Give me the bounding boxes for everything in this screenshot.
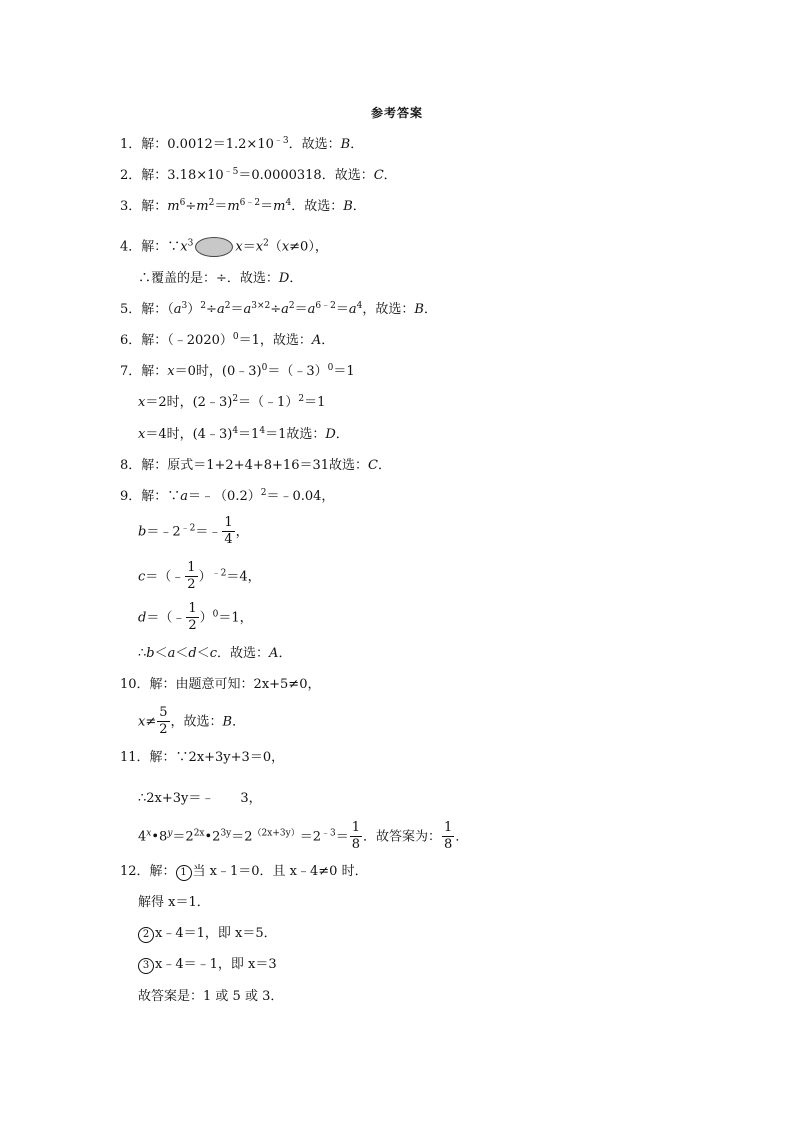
fraction (185, 561, 197, 593)
answer-9-b (138, 516, 249, 548)
numerator: 1 (222, 516, 234, 532)
exponent: ﹣2 (180, 523, 196, 534)
answer-9-tail: ．故选： (217, 646, 270, 661)
exponent: 3 (187, 238, 194, 249)
answer-3: 3．解：$m^6\div m^2=m^{6﹣2}=m^4$．故选：B． (120, 198, 366, 214)
operator: ＜ (196, 646, 210, 661)
condition-text: ≠0）， (289, 239, 328, 255)
answer-9-conclusion: ∴b＜a＜d＜c．故选：A． (138, 646, 292, 661)
exponent: 6﹣2 (239, 198, 261, 208)
exponent: 0 (261, 363, 268, 373)
answer-7 (120, 365, 355, 378)
variable: x (235, 239, 243, 255)
expression: ＝（﹣ (145, 569, 185, 585)
variable: m (227, 199, 240, 214)
paren: ） (198, 569, 212, 585)
expression: ＝2 (172, 829, 194, 845)
operator: ＝ (294, 302, 308, 317)
operator: ÷ (185, 199, 197, 214)
exponent: 4 (285, 198, 292, 208)
variable: d (188, 646, 197, 661)
variable: a (348, 302, 357, 317)
answer-12-solve (138, 896, 210, 909)
answer-9 (120, 490, 334, 503)
exponent: 2 (232, 394, 239, 404)
variable: d (138, 610, 147, 626)
answer-choice: A (269, 646, 279, 661)
denominator: 2 (187, 577, 196, 593)
exponent: 4 (259, 426, 266, 436)
variable: x (138, 395, 146, 410)
therefore-symbol: ∴ (138, 646, 147, 661)
variable: a (307, 302, 316, 317)
answer-2-tail: ＝0.0000318．故选： (238, 168, 374, 183)
paren: ） (187, 302, 201, 317)
operator: ＜ (175, 646, 189, 661)
operator: ÷ (270, 302, 282, 317)
expression: ＝﹣0.04， (266, 489, 335, 504)
exponent: （2x+3y） (252, 828, 300, 839)
variable: x (180, 239, 188, 255)
answer-9-c (138, 561, 261, 593)
answer-12-conclusion (138, 990, 283, 1003)
numerator: 1 (185, 561, 197, 577)
exponent: 2 (263, 238, 269, 249)
expression: •2 (204, 829, 221, 845)
fraction (157, 706, 169, 738)
answer-4-conclusion: ∴覆盖的是：÷．故选：D． (138, 271, 303, 286)
answer-10-tail: ，故选： (170, 714, 223, 730)
answer-choice: B (340, 137, 351, 152)
circled-number: 3 (138, 958, 154, 974)
answer-4-label: 4．解：∵ (120, 239, 181, 255)
variable: a (180, 489, 189, 504)
condition-open: （ (268, 239, 282, 255)
answer-1: 1．解：$0.0012=1.2\times 10^{﹣3}$．故选：B． (120, 136, 364, 152)
variable: c (138, 569, 146, 585)
answer-8-text: 8．解：原式＝1+2+4+8+16＝31故选： (120, 458, 369, 473)
answer-11-text: 11．解：∵2x+3y+3＝0， (120, 750, 285, 765)
punctuation: ， (235, 524, 249, 540)
operator: ＝ (335, 302, 349, 317)
operator: ＝ (242, 239, 256, 255)
answer-11-result (138, 821, 468, 853)
answer-8: 8．解：原式＝1+2+4+8+16＝31故选：C． (120, 458, 391, 473)
fraction (222, 516, 234, 548)
answer-choice: C (368, 458, 378, 473)
exponent: 3y (220, 828, 232, 839)
exponent: 2 (200, 301, 207, 311)
case-text: ＝4时，(4﹣3) (145, 427, 233, 442)
answer-11-step-text: ∴2x+3y＝﹣ 3， (138, 791, 262, 806)
answer-7-case-3: x＝4时，$(4﹣3)^4=1^4=1$故选：D． (138, 426, 349, 442)
exponent: y (167, 828, 173, 839)
exponent: 4 (232, 426, 239, 436)
answer-11-tail: ．故答案为： (363, 829, 442, 845)
operator: ≠ (145, 714, 157, 730)
case-text: x﹣4＝1，即 x＝5． (155, 926, 277, 941)
variable: x (167, 364, 175, 379)
answer-choice: B (343, 199, 353, 214)
exponent: 2 (260, 488, 267, 498)
answer-9-label: 9．解：∵ (120, 489, 181, 504)
variable: c (209, 646, 218, 661)
page-title: 参考答案 (370, 106, 423, 120)
variable: x (281, 239, 290, 255)
circled-number: 2 (138, 927, 154, 943)
fraction (186, 602, 198, 634)
exponent: 2 (298, 394, 305, 404)
denominator: 4 (224, 532, 233, 548)
answer-2-text: 2．解：3.18×10 (120, 168, 224, 183)
numerator: 1 (350, 821, 362, 837)
exponent: 6﹣2 (315, 301, 336, 311)
exponent: x (146, 828, 152, 839)
variable: x (138, 427, 146, 442)
answer-7-label: 7．解： (120, 364, 168, 379)
answer-12-label: 12．解： (120, 864, 176, 879)
answer-7-case-2 (138, 396, 325, 409)
case-text: ＝1 (238, 427, 260, 442)
operator: ＜ (154, 646, 168, 661)
variable: a (216, 302, 225, 317)
answer-4 (120, 237, 328, 257)
answer-11 (120, 751, 284, 764)
answer-choice: D (278, 271, 290, 286)
answer-6-tail: ＝1，故选： (238, 333, 312, 348)
expression: ＝1， (218, 610, 253, 626)
case-text: ＝0时，(0﹣3) (174, 364, 262, 379)
exponent: 3×2 (251, 301, 271, 311)
answer-choice: D (325, 427, 336, 442)
answer-6-text: 6．解：（﹣2020） (120, 333, 233, 348)
variable: x (255, 239, 264, 255)
numerator: 5 (157, 706, 169, 722)
variable: a (173, 302, 182, 317)
expression: ＝2 (299, 829, 321, 845)
operator: ＝ (214, 199, 228, 214)
answer-12-case-2 (138, 927, 277, 943)
variable: a (281, 302, 289, 317)
case-text: 解得 x＝1． (138, 895, 210, 910)
variable: a (167, 646, 176, 661)
covered-operator-oval (195, 237, 233, 257)
exponent: 0 (327, 363, 334, 373)
answer-2: 2．解：$3.18\times 10^{﹣5}=0.0000318$．故选：C． (120, 167, 397, 183)
exponent: 4 (356, 301, 363, 311)
answer-choice: C (373, 168, 384, 183)
case-text: ＝1 (333, 364, 355, 379)
variable: a (243, 302, 252, 317)
denominator: 8 (351, 837, 361, 853)
answer-6: 6．解：（﹣2020）$^0$＝1，故选：A． (120, 332, 335, 348)
case-text: x﹣4＝﹣1，即 x＝3 (155, 957, 277, 972)
answer-1-text: 1．解：0.0012＝1.2×10 (120, 137, 274, 152)
answer-5: 5．解：$(a^3)^2\div a^2=a^{3\times 2}\div a^2=a^{6﹣2}=a^4$，故选：B． (120, 301, 437, 317)
conclusion-text: ∴覆盖的是：÷．故选： (138, 271, 279, 286)
expression: ＝2 (231, 829, 253, 845)
answer-choice: A (311, 333, 322, 348)
circled-number: 1 (176, 865, 192, 881)
expression: •8 (151, 829, 168, 845)
exponent: ﹣3 (320, 828, 336, 839)
number: 4 (138, 829, 147, 845)
answer-12-case-3 (138, 958, 277, 974)
fraction (350, 821, 362, 853)
conclusion-text: 故答案是：1 或 5 或 3． (138, 989, 284, 1004)
exponent: ﹣2 (211, 568, 227, 579)
numerator: 1 (186, 602, 198, 618)
exponent: 2 (208, 198, 215, 208)
case-text: ＝（﹣1） (238, 395, 299, 410)
answer-9-d (138, 602, 253, 634)
answer-choice: B (222, 714, 233, 730)
exponent: ﹣5 (223, 167, 239, 177)
operator: ＝ (335, 829, 349, 845)
expression: ＝4， (226, 569, 261, 585)
answer-11-step (138, 792, 262, 805)
answer-10-result: x≠ $\frac{5}{2}$ ，故选：B． (138, 705, 246, 738)
paren: ） (199, 610, 213, 626)
denominator: 2 (159, 722, 168, 738)
answer-10-text: 10．解：由题意可知：2x+5≠0， (120, 677, 321, 692)
operator: ＝ (260, 199, 274, 214)
exponent: 3 (181, 301, 188, 311)
expression: ＝﹣2 (146, 524, 181, 540)
exponent: 0 (212, 609, 219, 620)
exponent: 6 (179, 198, 186, 208)
case-text: ＝1 (304, 395, 326, 410)
variable: b (138, 524, 147, 540)
exponent: 2 (224, 301, 231, 311)
variable: m (273, 199, 286, 214)
variable: x (138, 714, 146, 730)
exponent: 2 (288, 301, 295, 311)
case-text: ＝1故选： (265, 427, 326, 442)
denominator: 2 (188, 618, 197, 634)
exponent: ﹣3 (273, 136, 289, 146)
answer-3-label: 3．解： (120, 199, 168, 214)
expression: ＝﹣（0.2） (188, 489, 261, 504)
answer-choice: B (414, 302, 424, 317)
denominator: 8 (444, 837, 453, 853)
case-text: 当 x﹣1＝0．且 x﹣4≠0 时． (192, 864, 368, 879)
exponent: 0 (232, 332, 239, 342)
answer-10 (120, 678, 320, 691)
operator: ÷ (206, 302, 217, 317)
variable: m (167, 199, 180, 214)
exponent: 2x (193, 828, 205, 839)
answer-12 (120, 865, 368, 881)
case-text: ＝（﹣3） (267, 364, 328, 379)
answer-3-tail: ．故选： (291, 199, 344, 214)
expression: ＝﹣ (195, 524, 222, 540)
variable: b (146, 646, 155, 661)
case-text: ＝2时，(2﹣3) (145, 395, 233, 410)
answer-5-tail: ，故选： (362, 302, 415, 317)
punctuation: ． (455, 829, 469, 845)
variable: m (196, 199, 209, 214)
numerator: 1 (442, 821, 454, 837)
operator: ＝ (230, 302, 244, 317)
answer-5-label: 5．解：（ (120, 302, 174, 317)
answer-1-tail: ．故选： (288, 137, 341, 152)
fraction (442, 821, 454, 853)
expression: ＝（﹣ (146, 610, 186, 626)
